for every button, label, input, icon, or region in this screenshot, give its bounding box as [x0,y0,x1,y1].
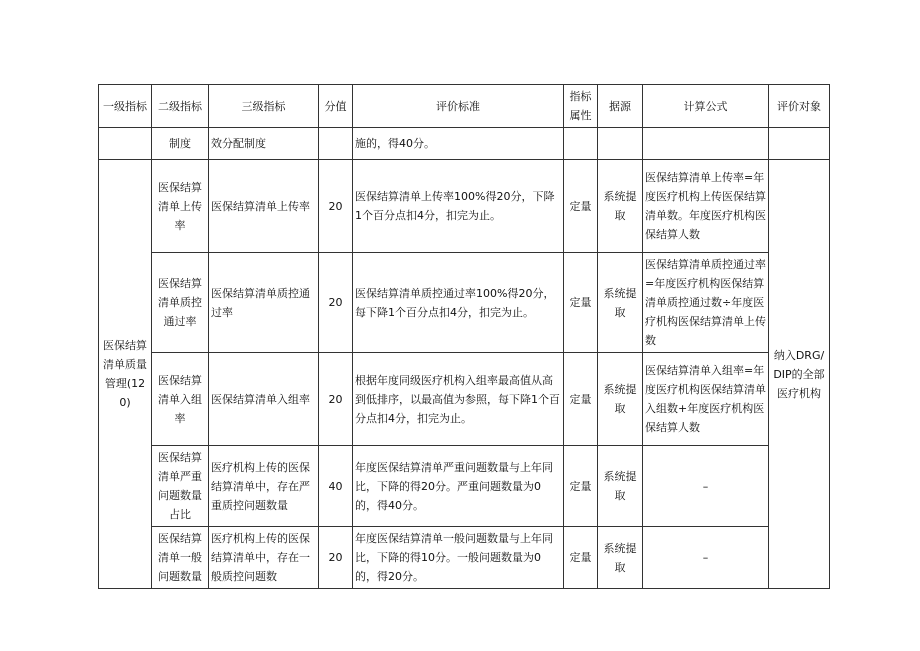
formula-cell: 医保结算清单入组率=年度医疗机构医保结算清单入组数+年度医疗机构医保结算人数 [643,353,769,446]
criteria-cell: 年度医保结算清单严重问题数量与上年同比，下降的得20分。严重问题数量为0的，得40分。 [353,446,564,527]
attribute-cell: 定量 [564,353,598,446]
carryover-level1 [99,128,152,160]
score-cell: 20 [319,353,353,446]
indicator-table [98,84,830,589]
table-row [99,527,830,589]
carryover-row [99,128,830,160]
header-target: 评价对象 [769,85,830,128]
header-criteria: 评价标准 [353,85,564,128]
level1-cell: 医保结算清单质量管理(120) [99,160,152,589]
carryover-target [769,128,830,160]
source-cell: 系统提取 [598,160,643,253]
carryover-level2: 制度 [152,128,209,160]
source-cell: 系统提取 [598,446,643,527]
attribute-cell: 定量 [564,527,598,589]
source-cell: 系统提取 [598,353,643,446]
level2-cell: 医保结算清单严重问题数量占比 [152,446,209,527]
carryover-attribute [564,128,598,160]
score-cell: 20 [319,160,353,253]
criteria-cell: 根据年度同级医疗机构入组率最高值从高到低排序，以最高值为参照，每下降1个百分点扣4分，扣完为止。 [353,353,564,446]
table-row [99,253,830,353]
attribute-cell: 定量 [564,253,598,353]
level2-cell: 医保结算清单上传率 [152,160,209,253]
level2-cell: 医保结算清单一般问题数量 [152,527,209,589]
attribute-cell: 定量 [564,160,598,253]
formula-cell: 医保结算清单上传率=年度医疗机构上传医保结算清单数。年度医疗机构医保结算人数 [643,160,769,253]
target-cell: 纳入DRG/DIP的全部医疗机构 [769,160,830,589]
score-cell: 20 [319,527,353,589]
level2-cell: 医保结算清单质控通过率 [152,253,209,353]
source-cell: 系统提取 [598,527,643,589]
criteria-cell: 医保结算清单质控通过率100%得20分，每下降1个百分点扣4分，扣完为止。 [353,253,564,353]
header-row [99,85,830,128]
score-cell: 40 [319,446,353,527]
criteria-cell: 年度医保结算清单一般问题数量与上年同比，下降的得10分。一般问题数量为0的，得20分。 [353,527,564,589]
table-row [99,160,830,253]
source-cell: 系统提取 [598,253,643,353]
level3-cell: 医疗机构上传的医保结算清单中，存在一般质控问题数 [209,527,319,589]
header-attribute: 指标属性 [564,85,598,128]
score-cell: 20 [319,253,353,353]
level2-cell: 医保结算清单入组率 [152,353,209,446]
header-level3: 三级指标 [209,85,319,128]
carryover-formula [643,128,769,160]
criteria-cell: 医保结算清单上传率100%得20分，下降1个百分点扣4分，扣完为止。 [353,160,564,253]
level3-cell: 医保结算清单入组率 [209,353,319,446]
formula-cell: – [643,527,769,589]
header-level2: 二级指标 [152,85,209,128]
level3-cell: 医保结算清单上传率 [209,160,319,253]
level3-cell: 医保结算清单质控通过率 [209,253,319,353]
header-level1: 一级指标 [99,85,152,128]
formula-cell: – [643,446,769,527]
formula-cell: 医保结算清单质控通过率=年度医疗机构医保结算清单质控通过数÷年度医疗机构医保结算清单上传数 [643,253,769,353]
attribute-cell: 定量 [564,446,598,527]
carryover-source [598,128,643,160]
carryover-level3: 效分配制度 [209,128,319,160]
carryover-criteria: 施的，得40分。 [353,128,564,160]
header-score: 分值 [319,85,353,128]
level3-cell: 医疗机构上传的医保结算清单中，存在严重质控问题数量 [209,446,319,527]
header-source: 据源 [598,85,643,128]
table-row [99,446,830,527]
header-formula: 计算公式 [643,85,769,128]
carryover-score [319,128,353,160]
table-row [99,353,830,446]
